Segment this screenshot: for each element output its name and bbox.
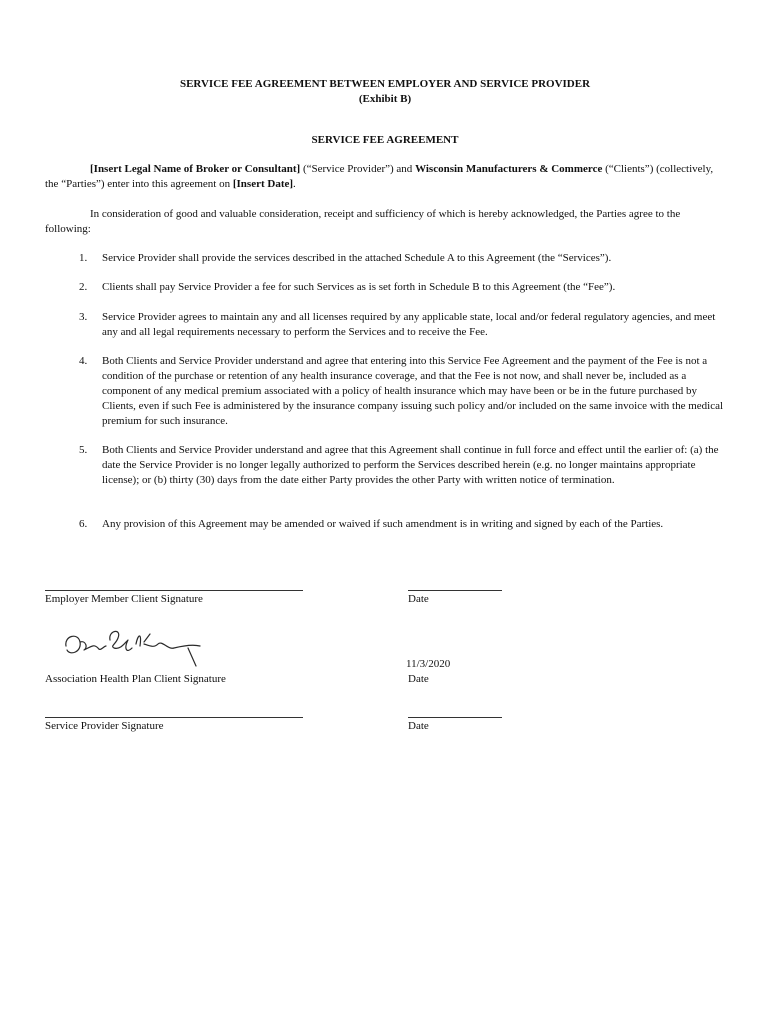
date-placeholder: [Insert Date]: [232, 178, 294, 190]
item-number: 2.: [79, 281, 88, 293]
item-number: 4.: [79, 355, 88, 367]
employer-date-line[interactable]: [408, 590, 502, 591]
item-number: 1.: [79, 252, 88, 264]
provider-date-line[interactable]: [408, 717, 502, 718]
item-number: 3.: [79, 311, 88, 323]
provider-signature-label: Service Provider Signature: [45, 720, 164, 732]
broker-name-placeholder: [Insert Legal Name of Broker or Consultant]: [90, 163, 301, 175]
employer-signature-label: Employer Member Client Signature: [45, 593, 203, 605]
employer-date-label: Date: [408, 593, 429, 605]
association-date-label: Date: [408, 673, 429, 685]
intro-text-2: (“Clients”) (collectively, the “Parties”) enter into this agreement on: [45, 163, 714, 190]
document-title: SERVICE FEE AGREEMENT BETWEEN EMPLOYER AND SERVICE PROVIDER: [179, 78, 591, 90]
item-text: Both Clients and Service Provider understand and agree that entering into this Service Fee Agreement and the payment of the Fee is not a condition of the purchase or retention of any health insurance coverage, and that the Fee is not now, and shall never be, included as a component of any medical premium associated with a policy of health insurance which may have been or be in the future purchased by Clients, even if such Fee is administered by the insurance company issuing such policy and/or included on the same invoice with the medical premium for such insurance.: [102, 355, 724, 427]
exhibit-label: (Exhibit B): [358, 93, 412, 105]
consideration-paragraph: [45, 207, 725, 237]
intro-paragraph: [45, 162, 725, 192]
item-text: Both Clients and Service Provider understand and agree that this Agreement shall continue in full force and effect until the earlier of: (a) the date the Service Provider is no longer legally authorized to perform the Services described herein (e.g. no longer maintains appropriate license); or (b) thirty (30) days from the date either Party provides the other Party with written notice of termination.: [102, 444, 719, 486]
provider-date-label: Date: [408, 720, 429, 732]
item-text: Service Provider agrees to maintain any and all licenses required by any applicable state, local and/or federal regulatory agencies, and meet any and all legal requirements necessary to perform the Services and to receive the Fee.: [102, 311, 716, 338]
item-text: Service Provider shall provide the services described in the attached Schedule A to this Agreement (the “Services”).: [102, 252, 612, 264]
association-signature-label: Association Health Plan Client Signature: [45, 673, 226, 685]
employer-signature-line[interactable]: [45, 590, 303, 591]
agreement-subtitle: SERVICE FEE AGREEMENT: [311, 134, 459, 146]
item-number: 6.: [79, 518, 88, 530]
association-date-value: 11/3/2020: [406, 658, 451, 670]
item-text: Any provision of this Agreement may be amended or waived if such amendment is in writing and signed by each of the Parties.: [102, 518, 664, 530]
provider-signature-line[interactable]: [45, 717, 303, 718]
consideration-text: In consideration of good and valuable consideration, receipt and sufficiency of which is hereby acknowledged, the Parties agree to the following:: [45, 208, 681, 235]
intro-text-3: .: [293, 178, 296, 190]
item-text: Clients shall pay Service Provider a fee for such Services as is set forth in Schedule B to this Agreement (the “Fee”).: [102, 281, 616, 293]
intro-text-1: (“Service Provider”) and: [300, 163, 416, 175]
client-name: Wisconsin Manufacturers & Commerce: [415, 163, 603, 175]
item-number: 5.: [79, 444, 88, 456]
handwritten-signature: [58, 624, 208, 672]
